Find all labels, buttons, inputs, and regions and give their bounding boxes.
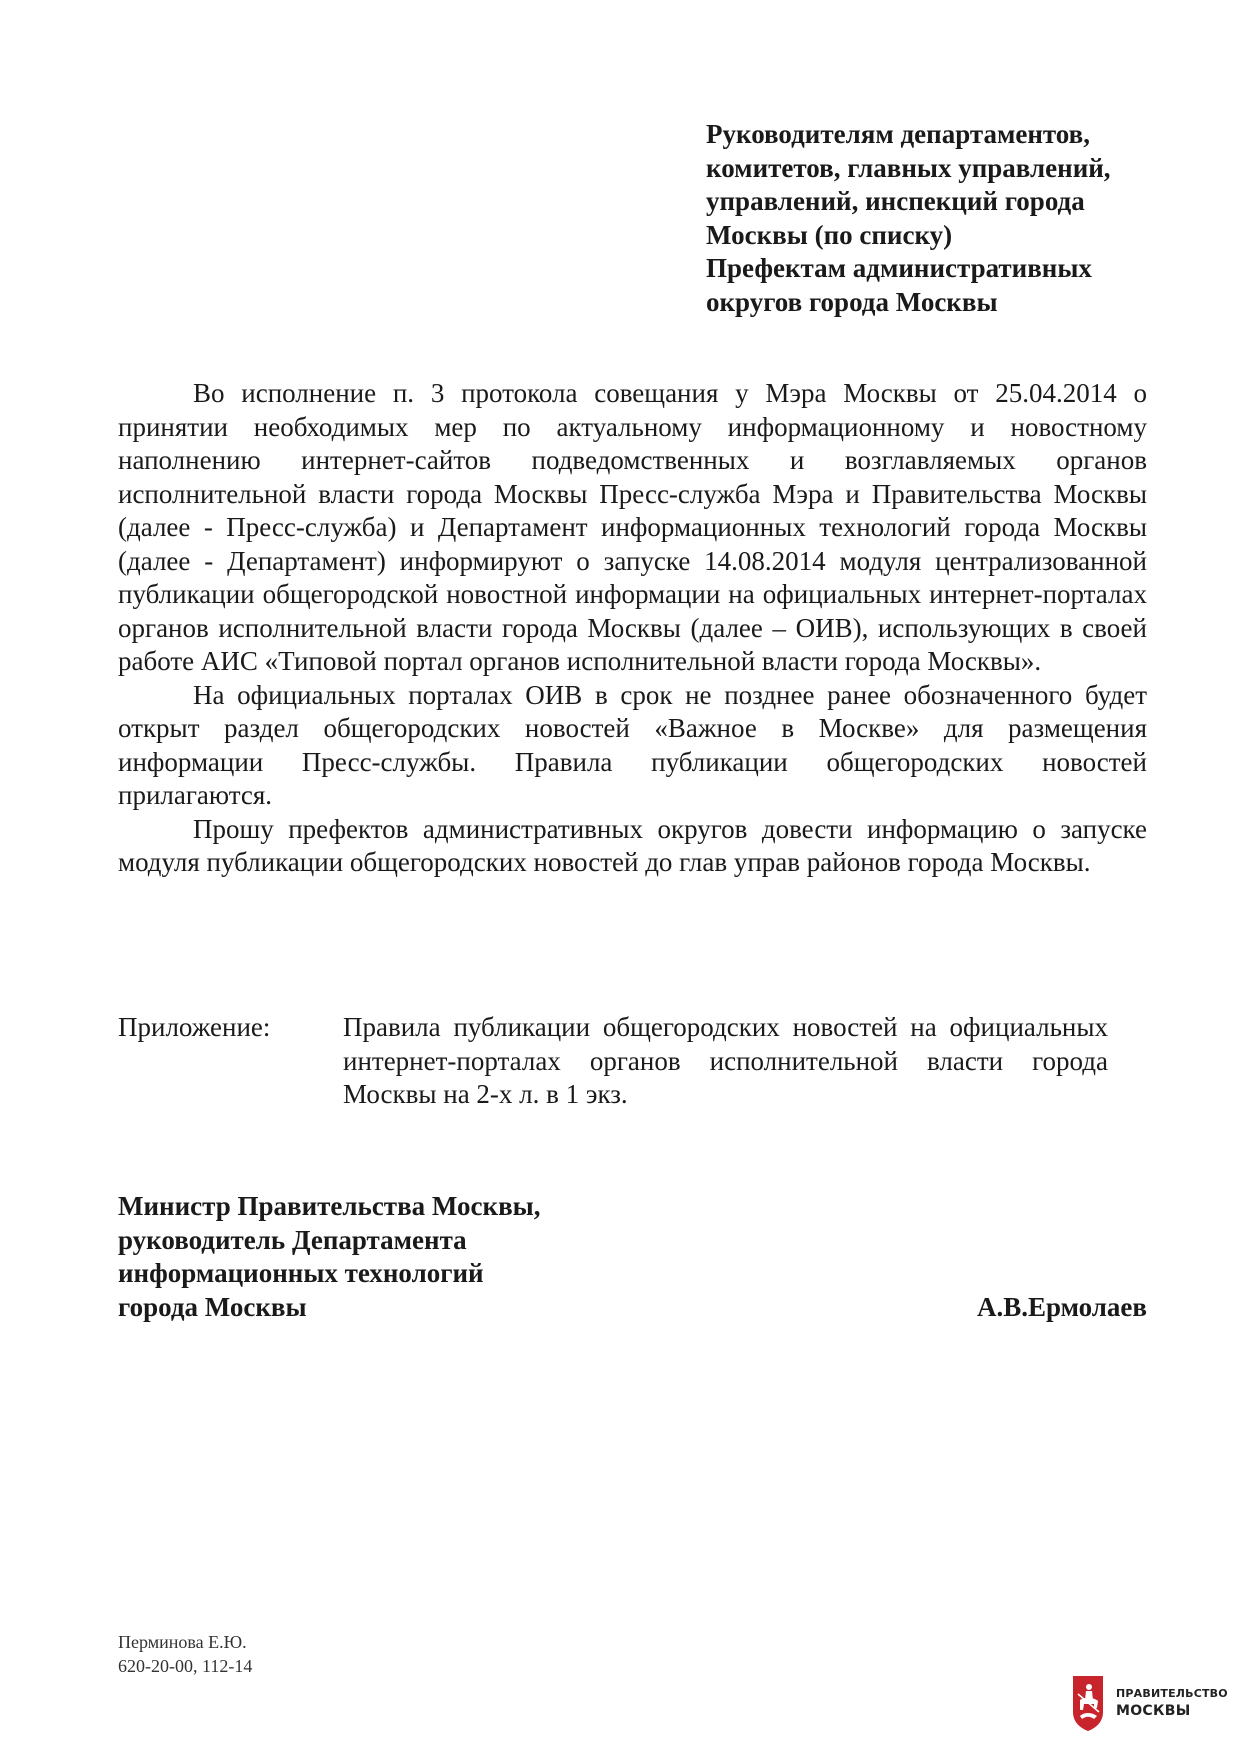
addressee-line: Москвы (по списку): [706, 219, 953, 250]
signer-position-line: руководитель Департамента: [118, 1224, 467, 1255]
signer-position-line: города Москвы: [118, 1291, 307, 1322]
executor-block: [118, 1630, 252, 1678]
executor-phone: 620-20-00, 112-14: [118, 1656, 253, 1676]
letter-body: [118, 377, 1147, 880]
signer-name: А.В.Ермолаев: [976, 1291, 1147, 1322]
logo-line1: ПРАВИТЕЛЬСТВО: [1116, 1687, 1228, 1700]
addressee-line: Руководителям департаментов,: [706, 119, 1090, 149]
moscow-coat-of-arms-icon: [1070, 1674, 1106, 1732]
attachment-block: [118, 1011, 1108, 1112]
addressee-line: управлений, инспекций города: [706, 186, 1085, 216]
signature-block: [118, 1190, 1147, 1324]
addressee-line: округов города Москвы: [706, 286, 998, 317]
signer-position-line: информационных технологий: [118, 1258, 484, 1288]
attachment-label: Приложение:: [118, 1012, 271, 1042]
addressee-line: комитетов, главных управлений,: [706, 152, 1111, 183]
government-logo: [1070, 1672, 1228, 1734]
signer-position-line: Министр Правительства Москвы,: [118, 1191, 541, 1221]
body-paragraph: Прошу префектов административных округов довести информацию о запуске модуля публикации общегородских новостей до глав управ районов города Москвы.: [118, 813, 1147, 877]
logo-line2: МОСКВЫ: [1116, 1703, 1191, 1719]
attachment-text: Правила публикации общегородских новостей на официальных интернет-порталах органов исполнительной власти города Москвы на 2-х л. в 1 экз.: [343, 1012, 1108, 1109]
addressee-line: Префектам административных: [706, 253, 1092, 283]
body-paragraph: Во исполнение п. 3 протокола совещания у Мэра Москвы от 25.04.2014 о принятии необходимых мер по актуальному информационному и новостному наполнению интернет-сайтов подведомственных и возглавляемых органов исполнительной власти города Москвы Пресс-служба Мэра и Правительства Москвы (далее - Пресс-служба) и Департамент информационных технологий города Москвы (далее - Департамент) информируют о запуске 14.08.2014 модуля централизованной публикации общегородской новостной информации на официальных интернет-порталах органов исполнительной власти города Москвы (далее – ОИВ), использующих в своей работе АИС «Типовой портал органов исполнительной власти города Москвы».: [118, 378, 1147, 676]
body-paragraph: На официальных порталах ОИВ в срок не позднее ранее обозначенного будет открыт раздел общегородских новостей «Важное в Москве» для размещения информации Пресс-службы. Правила публикации общегородских новостей прилагаются.: [118, 679, 1147, 810]
addressee-block: [706, 118, 1166, 319]
executor-name: Перминова Е.Ю.: [118, 1632, 247, 1652]
logo-text: [1116, 1686, 1228, 1720]
